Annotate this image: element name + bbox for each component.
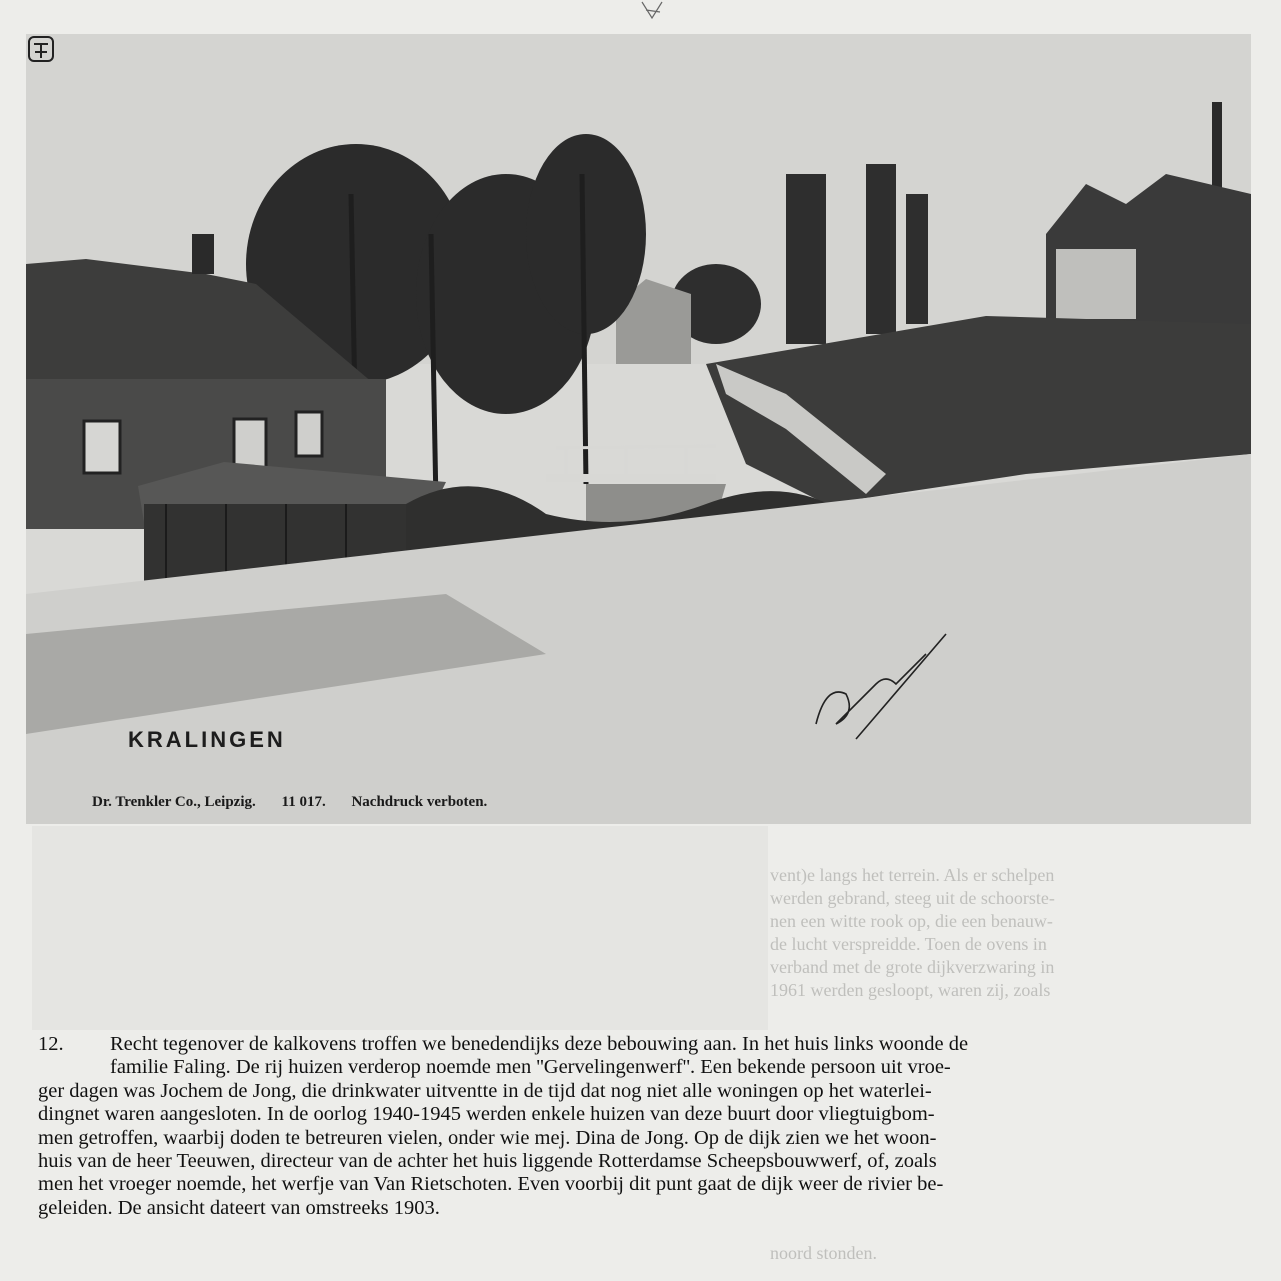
caption-line: men het vroeger noemde, het werfje van Van Rietschoten. Even voorbij dit punt gaat de dijk weer de rivier be- bbox=[38, 1173, 944, 1196]
street-scene-illustration bbox=[26, 34, 1251, 824]
bleed-line: verband met de grote dijkverzwaring in bbox=[770, 957, 1055, 977]
bleed-line: vent)e langs het terrein. Als er schelpen bbox=[770, 865, 1055, 885]
publisher-name: Dr. Trenkler Co., Leipzig. bbox=[92, 794, 256, 810]
bleed-line: noord stonden. bbox=[770, 1243, 877, 1263]
postcard-photo bbox=[26, 34, 1251, 824]
scan-background-area bbox=[32, 826, 768, 1030]
caption-line: dingnet waren aangesloten. In de oorlog 1940-1945 werden enkele huizen van deze buurt door vliegtuigbom- bbox=[38, 1103, 935, 1126]
caption-line: ger dagen was Jochem de Jong, die drinkwater uitventte in de tijd dat nog niet alle woningen op het waterlei- bbox=[38, 1079, 932, 1102]
publisher-logo-icon bbox=[26, 34, 56, 64]
bleed-line: nen een witte rook op, die een benauw- bbox=[770, 911, 1053, 931]
caption-number: 12. bbox=[38, 1033, 64, 1055]
publisher-credit bbox=[92, 794, 509, 811]
card-number: 11 017. bbox=[281, 794, 326, 810]
bleed-line: 1961 werden gesloopt, waren zij, zoals bbox=[770, 980, 1051, 1000]
caption-line: familie Faling. De rij huizen verderop noemde men ''Gervelingenwerf''. Een bekende persoon uit vroe- bbox=[110, 1056, 951, 1079]
photo-caption bbox=[38, 1033, 1238, 1220]
postcard-title: KRALINGEN bbox=[128, 727, 286, 752]
pencil-mark-icon bbox=[636, 0, 668, 24]
reprint-notice: Nachdruck verboten. bbox=[351, 794, 488, 810]
bleed-line: werden gebrand, steeg uit de schoorste- bbox=[770, 888, 1055, 908]
caption-line: Recht tegenover de kalkovens troffen we benedendijks deze bebouwing aan. In het huis links woonde de bbox=[110, 1033, 969, 1055]
caption-line: men getroffen, waarbij doden te betreuren vielen, onder wie mej. Dina de Jong. Op de dijk zien we het woon- bbox=[38, 1126, 937, 1149]
caption-text bbox=[38, 1033, 1238, 1220]
caption-line: huis van de heer Teeuwen, directeur van de achter het huis liggende Rotterdamse Scheepsbouwwerf, of, zoals bbox=[38, 1150, 937, 1173]
caption-line: geleiden. De ansicht dateert van omstreeks 1903. bbox=[38, 1196, 440, 1219]
bleed-line: de lucht verspreidde. Toen de ovens in bbox=[770, 934, 1047, 954]
